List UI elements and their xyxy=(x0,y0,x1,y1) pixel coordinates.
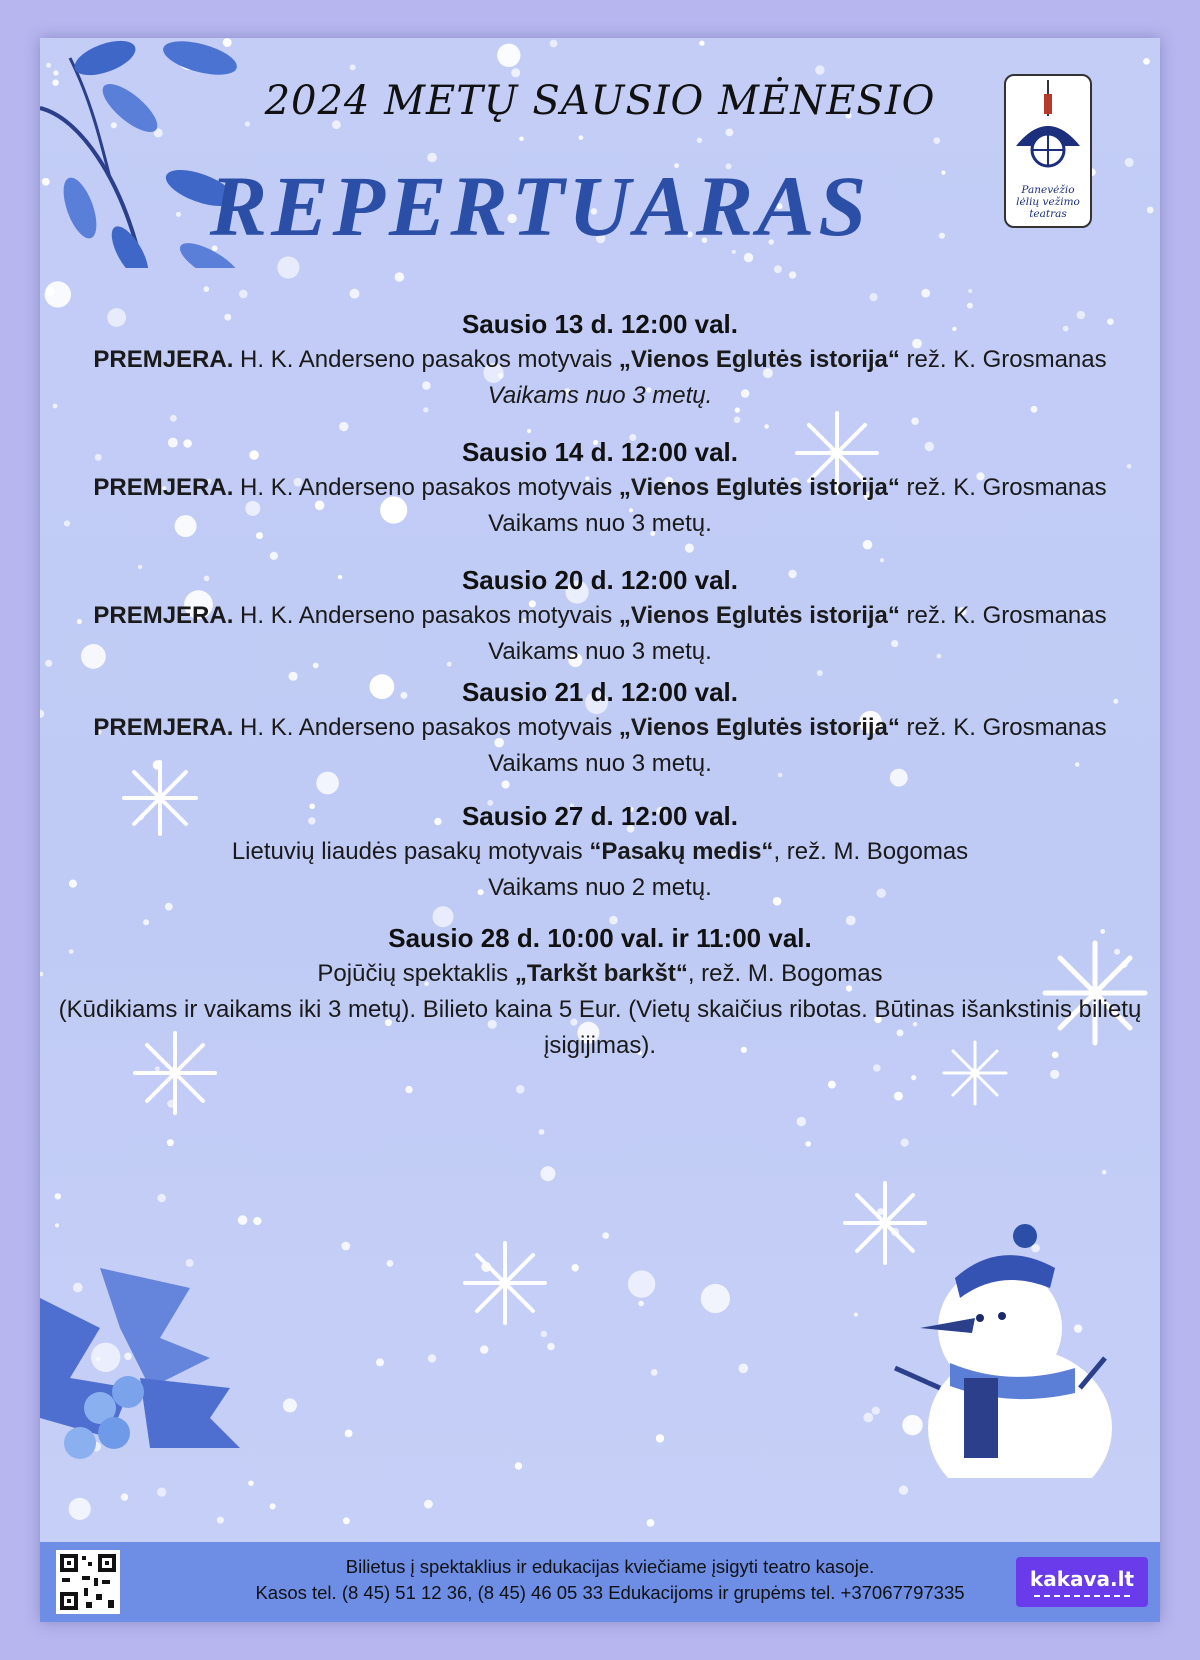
event-director: rež. K. Grosmanas xyxy=(899,474,1107,501)
snow-dot xyxy=(863,1413,873,1423)
snow-dot xyxy=(428,1354,436,1362)
snow-dot xyxy=(797,1117,806,1126)
event-item xyxy=(40,798,1160,906)
snow-dot xyxy=(157,1488,166,1497)
ticket-info-line: Bilietus į spektaklius ir edukacijas kviečiame įsigyti teatro kasoje. xyxy=(345,1556,875,1577)
snow-dot xyxy=(515,1462,522,1469)
snow-dot xyxy=(774,265,782,273)
snow-dot xyxy=(602,1232,609,1239)
event-prefix: PREMJERA. xyxy=(93,474,234,501)
event-description xyxy=(40,598,1160,634)
event-date: Sausio 28 d. 10:00 val. ir 11:00 val. xyxy=(388,923,812,953)
snow-dot xyxy=(516,1085,525,1094)
logo-line: lėlių vežimo xyxy=(1016,196,1080,208)
logo-line: Panevėžio xyxy=(1021,184,1075,196)
event-date: Sausio 14 d. 12:00 val. xyxy=(461,437,739,467)
event-description xyxy=(40,710,1160,746)
event-audience: Vaikams nuo 3 metų. xyxy=(488,638,712,665)
snow-dot xyxy=(341,1242,350,1251)
event-director: rež. K. Grosmanas xyxy=(899,346,1107,373)
snow-dot xyxy=(121,1493,128,1500)
snow-dot xyxy=(579,135,584,140)
snow-dot xyxy=(239,290,248,299)
event-date: Sausio 13 d. 12:00 val. xyxy=(461,309,739,339)
snow-dot xyxy=(939,233,945,239)
event-audience: Vaikams nuo 3 metų. xyxy=(488,750,712,777)
event-description xyxy=(40,956,1160,992)
snow-dot xyxy=(572,1264,579,1271)
snow-dot xyxy=(511,68,520,77)
event-item xyxy=(40,306,1160,414)
snow-dot xyxy=(167,1139,174,1146)
snow-dot xyxy=(480,1345,488,1353)
snow-dot xyxy=(638,1301,644,1307)
snow-dot xyxy=(270,1503,276,1509)
event-list xyxy=(40,306,1160,1064)
theatre-logo xyxy=(1004,74,1092,228)
snow-dot xyxy=(519,137,524,142)
snow-dot xyxy=(1102,1170,1107,1175)
snow-dot xyxy=(405,1086,412,1093)
event-title: „Vienos Eglutės istorija“ xyxy=(618,346,900,373)
snow-dot xyxy=(253,1217,261,1225)
snow-dot xyxy=(789,271,796,278)
snow-dot xyxy=(343,1517,350,1524)
snow-dot xyxy=(699,41,704,46)
event-item xyxy=(40,674,1160,782)
event-text: Pojūčių spektaklis xyxy=(317,960,515,987)
poster xyxy=(40,38,1160,1622)
snowman-illustration xyxy=(880,1218,1120,1478)
event-item xyxy=(40,920,1160,1064)
event-text: Lietuvių liaudės pasakų motyvais xyxy=(231,838,590,865)
snow-dot xyxy=(157,1194,166,1203)
qr-code-icon[interactable] xyxy=(56,1550,120,1614)
snow-dot xyxy=(739,1364,749,1374)
snow-dot xyxy=(424,1500,433,1509)
snow-dot xyxy=(55,1193,61,1199)
snow-dot xyxy=(628,1270,655,1297)
event-prefix: PREMJERA. xyxy=(93,602,234,629)
snow-dot xyxy=(911,1075,916,1080)
snow-dot xyxy=(238,1215,248,1225)
event-title: “Pasakų medis“ xyxy=(589,838,774,865)
logo-line: teatras xyxy=(1029,208,1067,220)
kakava-link[interactable]: kakava.lt xyxy=(1016,1557,1148,1607)
snow-dot xyxy=(899,1486,908,1495)
snow-dot xyxy=(1050,1070,1059,1079)
snow-dot xyxy=(217,1517,224,1524)
snow-dot xyxy=(854,1313,858,1317)
snow-dot xyxy=(550,40,558,48)
event-item xyxy=(40,434,1160,542)
event-director: rež. K. Grosmanas xyxy=(899,602,1107,629)
snow-dot xyxy=(283,1398,297,1412)
snow-dot xyxy=(387,1260,394,1267)
snow-dot xyxy=(921,289,930,298)
event-prefix: PREMJERA. xyxy=(93,714,234,741)
snow-dot xyxy=(701,1284,730,1313)
event-audience: Vaikams nuo 2 metų. xyxy=(488,874,712,901)
event-title: „Tarkšt barkšt“ xyxy=(514,960,688,987)
snow-dot xyxy=(901,1139,909,1147)
snow-dot xyxy=(541,1331,548,1338)
snow-dot xyxy=(726,129,734,137)
event-date: Sausio 27 d. 12:00 val. xyxy=(461,801,739,831)
snow-dot xyxy=(540,1166,555,1181)
snow-dot xyxy=(805,1141,811,1147)
snow-dot xyxy=(539,1129,545,1135)
snow-dot xyxy=(873,1064,881,1072)
logo-text xyxy=(1006,184,1090,220)
snow-dot xyxy=(870,293,878,301)
event-item xyxy=(40,562,1160,670)
snow-dot xyxy=(497,44,520,67)
snow-dot xyxy=(828,1081,836,1089)
footer-bar xyxy=(40,1542,1160,1622)
event-date: Sausio 21 d. 12:00 val. xyxy=(461,677,739,707)
snow-dot xyxy=(69,1498,91,1520)
snow-dot xyxy=(1147,207,1154,214)
snow-dot xyxy=(656,1434,664,1442)
event-description xyxy=(40,834,1160,870)
event-text: H. K. Anderseno pasakos motyvais xyxy=(233,602,619,629)
event-description xyxy=(40,342,1160,378)
snow-dot xyxy=(350,289,360,299)
puppet-wagon-icon xyxy=(1006,76,1090,176)
holly-decoration xyxy=(40,1268,260,1468)
event-text: H. K. Anderseno pasakos motyvais xyxy=(233,474,619,501)
event-director: rež. K. Grosmanas xyxy=(899,714,1107,741)
snow-dot xyxy=(968,289,972,293)
event-audience: Vaikams nuo 3 metų. xyxy=(487,382,713,409)
event-director: , rež. M. Bogomas xyxy=(687,960,883,987)
snow-dot xyxy=(277,256,299,278)
snow-dot xyxy=(345,1430,353,1438)
snow-dot xyxy=(248,1481,253,1486)
event-text: H. K. Anderseno pasakos motyvais xyxy=(233,346,619,373)
ticket-info xyxy=(160,1554,1060,1606)
snow-dot xyxy=(350,64,356,70)
snow-dot xyxy=(815,65,824,74)
snow-dot xyxy=(1143,58,1150,65)
snow-dot xyxy=(55,1223,59,1227)
page-title: REPERTUARAS xyxy=(209,158,871,254)
snow-dot xyxy=(941,171,945,175)
event-title: „Vienos Eglutės istorija“ xyxy=(618,714,900,741)
header-line: 2024 METŲ SAUSIO MĖNESIO xyxy=(264,78,936,124)
event-text: H. K. Anderseno pasakos motyvais xyxy=(233,714,619,741)
snow-dot xyxy=(933,137,940,144)
event-description xyxy=(40,470,1160,506)
event-audience: Vaikams nuo 3 metų. xyxy=(488,510,712,537)
snow-dot xyxy=(894,1092,903,1101)
snow-dot xyxy=(186,1259,194,1267)
snow-dot xyxy=(651,1369,658,1376)
event-date: Sausio 20 d. 12:00 val. xyxy=(461,565,739,595)
snow-dot xyxy=(647,1519,655,1527)
event-director: , rež. M. Bogomas xyxy=(773,838,969,865)
snow-dot xyxy=(395,272,405,282)
snow-dot xyxy=(872,1407,880,1415)
snow-dot xyxy=(376,1358,384,1366)
event-title: „Vienos Eglutės istorija“ xyxy=(618,474,900,501)
snow-dot xyxy=(46,287,55,296)
snow-dot xyxy=(547,1343,555,1351)
snow-dot xyxy=(204,286,210,292)
event-prefix: PREMJERA. xyxy=(93,346,234,373)
event-title: „Vienos Eglutės istorija“ xyxy=(618,602,900,629)
contact-info-line: Kasos tel. (8 45) 51 12 36, (8 45) 46 05 33 Edukacijoms ir grupėms tel. +37067797335 xyxy=(255,1582,965,1603)
snowflake-icon xyxy=(460,1238,550,1328)
snow-dot xyxy=(1125,158,1134,167)
event-audience: (Kūdikiams ir vaikams iki 3 metų). Bilieto kaina 5 Eur. (Vietų skaičius ribotas. Būtinas išankstinis bilietų įsigijimas). xyxy=(58,996,1142,1059)
snow-dot xyxy=(697,138,703,144)
